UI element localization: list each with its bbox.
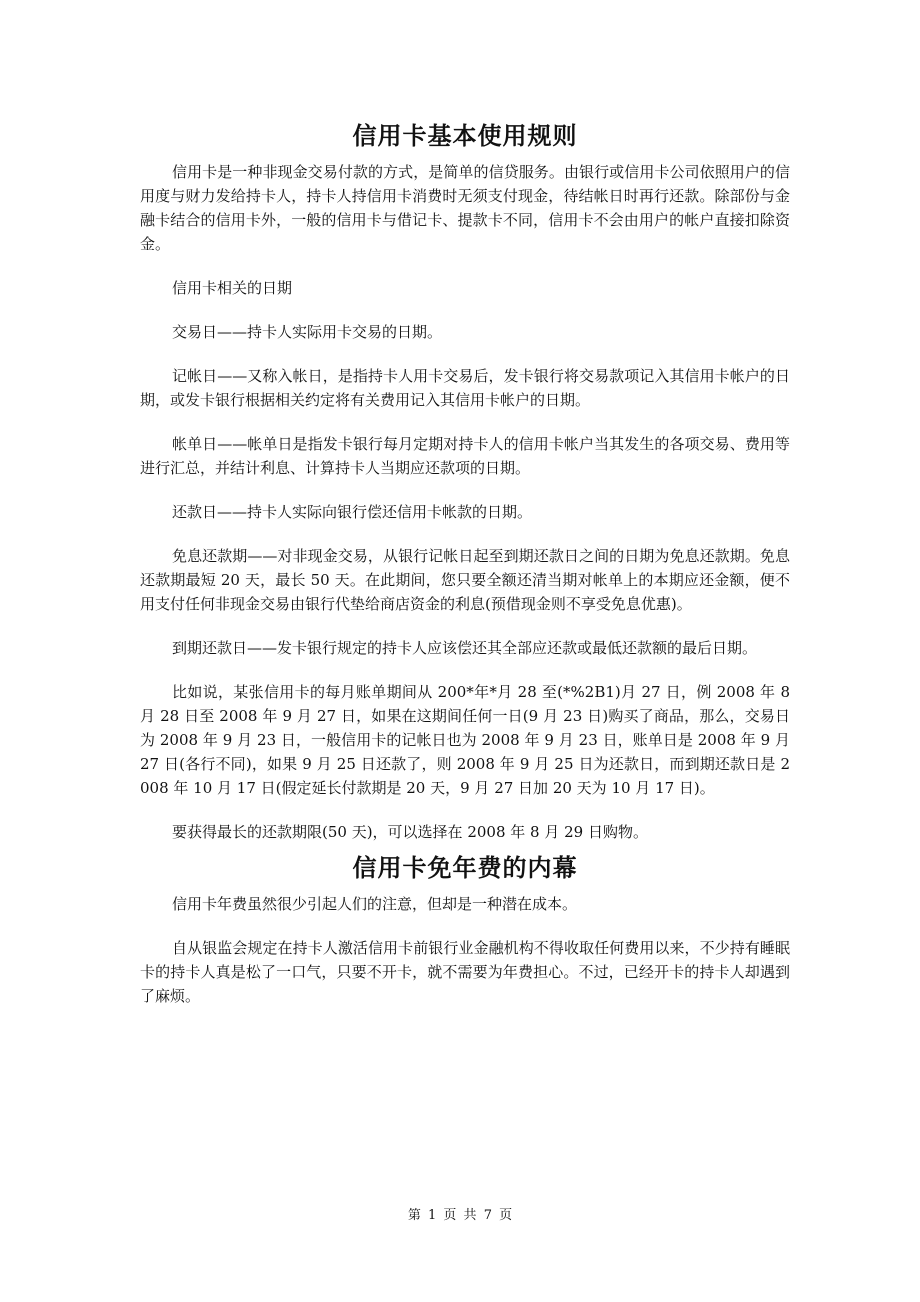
page-number-footer: 第 1 页 共 7 页	[407, 1208, 513, 1223]
document-body	[140, 112, 790, 1008]
paragraph-transaction-date: 交易日——持卡人实际用卡交易的日期。	[172, 323, 443, 341]
paragraph-posting-date: 记帐日——又称入帐日，是指持卡人用卡交易后，发卡银行将交易款项记入其信用卡帐户的日期，或发卡银行根据相关约定将有关费用记入其信用卡帐户的日期。	[140, 367, 790, 409]
paragraph-intro: 信用卡是一种非现金交易付款的方式，是简单的信贷服务。由银行或信用卡公司依照用户的信用度与财力发给持卡人，持卡人持信用卡消费时无须支付现金，待结帐日时再行还款。除部份与金融卡结合的信用卡外，一般的信用卡与借记卡、提款卡不同，信用卡不会由用户的帐户直接扣除资金。	[140, 163, 790, 253]
paragraph-example: 比如说，某张信用卡的每月账单期间从 200*年*月 28 至(*%2B1)月 27 日，例 2008 年 8 月 28 日至 2008 年 9 月 27 日，如果在这期间任何一日(9 月 23 日)购买了商品，那么，交易日为 2008 年 9 月 23 日，一般信用卡的记帐日也为 2008 年 9 月 23 日，账单日是 2008 年 9 月 27 日(各行不同)，如果 9 月 25 日还款了，则 2008 年 9 月 25 日为还款日，而到期还款日是 2008 年 10 月 17 日(假定延长付款期是 20 天，9 月 27 日加 20 天为 10 月 17 日)。	[140, 683, 790, 797]
paragraph-annual-fee-intro: 信用卡年费虽然很少引起人们的注意，但却是一种潜在成本。	[172, 895, 578, 913]
section-title-basic-rules: 信用卡基本使用规则	[352, 122, 578, 150]
paragraph-due-date: 到期还款日——发卡银行规定的持卡人应该偿还其全部应还款或最低还款额的最后日期。	[172, 639, 758, 657]
paragraph-dates-heading: 信用卡相关的日期	[172, 279, 293, 297]
paragraph-statement-date: 帐单日——帐单日是指发卡银行每月定期对持卡人的信用卡帐户当其发生的各项交易、费用等进行汇总，并结计利息、计算持卡人当期应还款项的日期。	[140, 435, 790, 477]
paragraph-annual-fee-detail: 自从银监会规定在持卡人激活信用卡前银行业金融机构不得收取任何费用以来，不少持有睡眠卡的持卡人真是松了一口气，只要不开卡，就不需要为年费担心。不过，已经开卡的持卡人却遇到了麻烦。	[140, 939, 790, 1005]
section-title-annual-fee: 信用卡免年费的内幕	[352, 854, 578, 882]
paragraph-interest-free-period: 免息还款期——对非现金交易，从银行记帐日起至到期还款日之间的日期为免息还款期。免息还款期最短 20 天，最长 50 天。在此期间，您只要全额还清当期对帐单上的本期应还金额，便不用支付任何非现金交易由银行代垫给商店资金的利息(预借现金则不享受免息优惠)。	[140, 547, 790, 613]
paragraph-longest-period: 要获得最长的还款期限(50 天)，可以选择在 2008 年 8 月 29 日购物。	[172, 823, 648, 841]
paragraph-repayment-date: 还款日——持卡人实际向银行偿还信用卡帐款的日期。	[172, 503, 533, 521]
